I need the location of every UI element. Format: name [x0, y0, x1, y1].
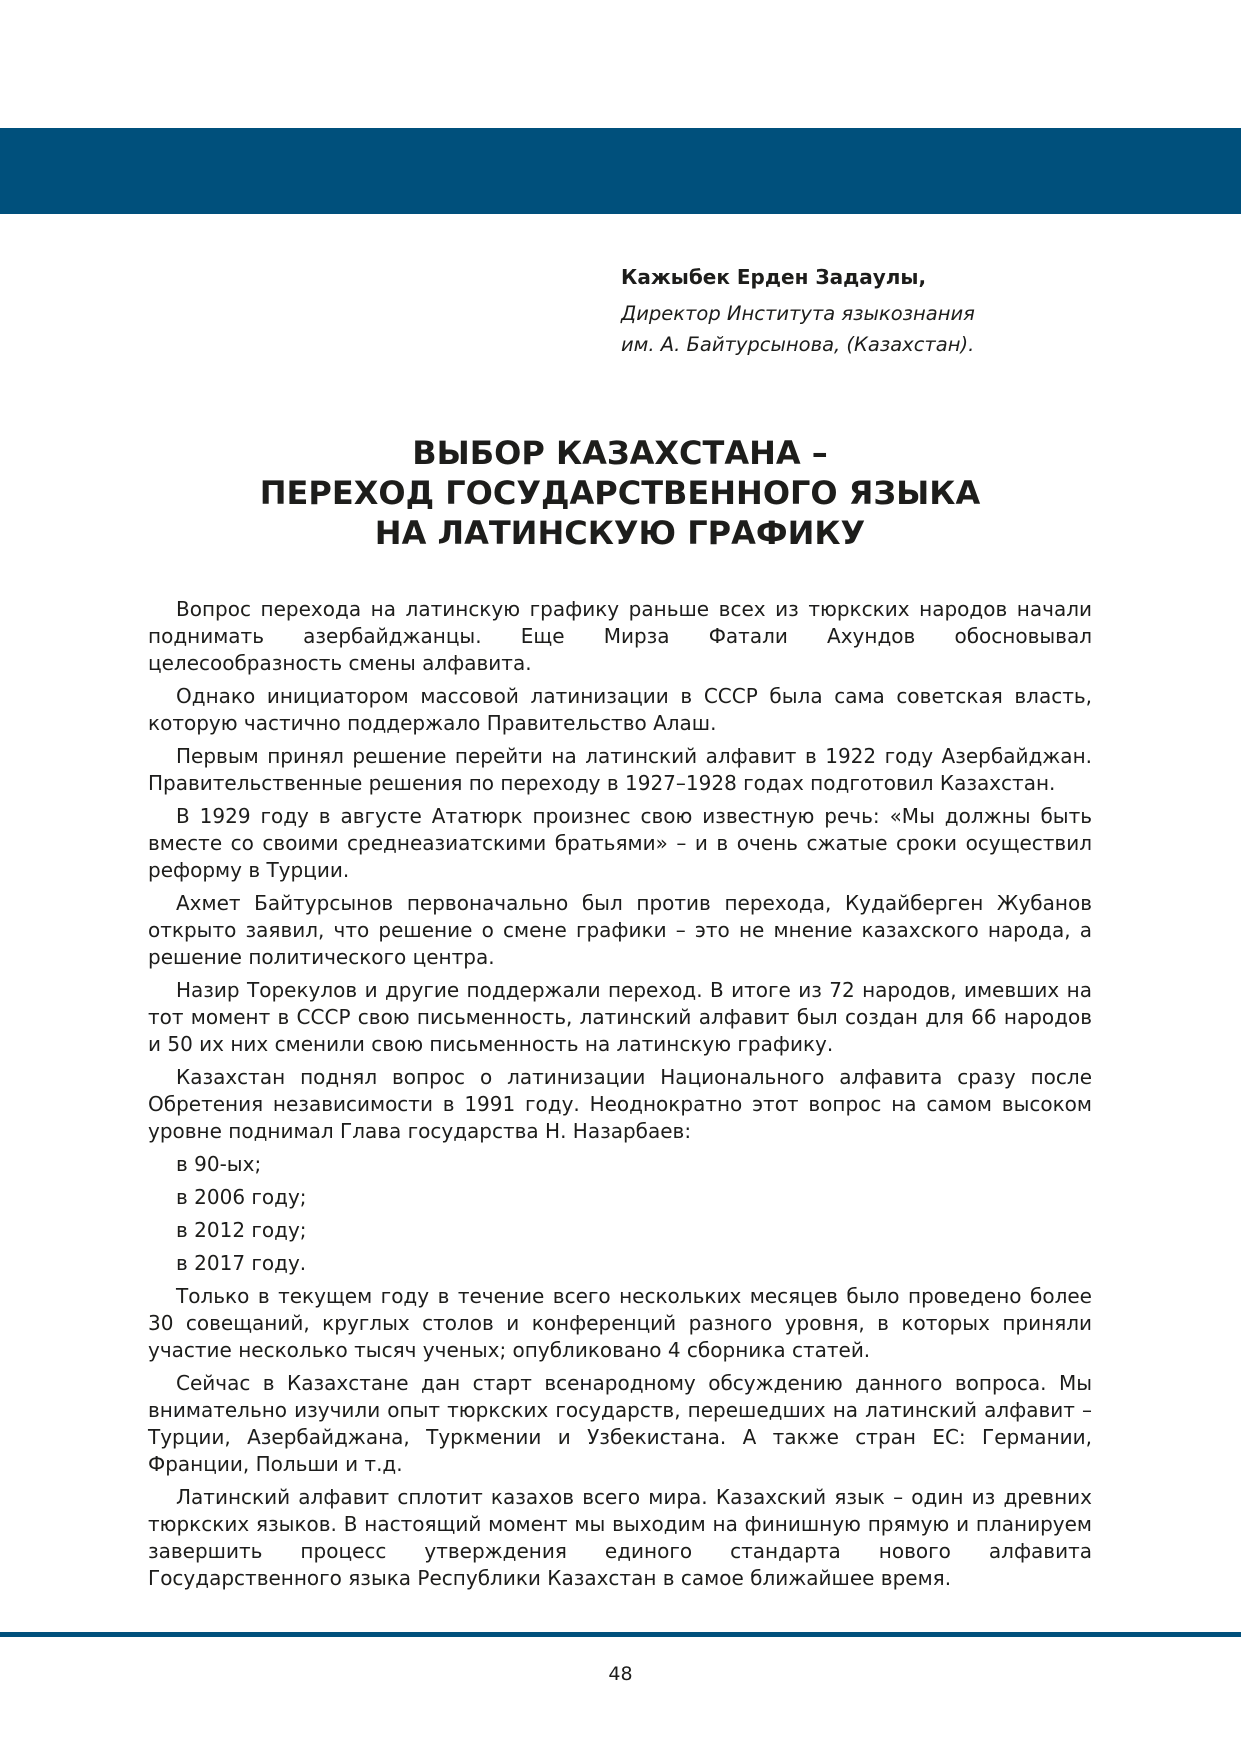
paragraph: Вопрос перехода на латинскую графику раньше всех из тюркских народов начали поднимать азербайджанцы. Еще Мирза Фатали Ахундов обосновывал целесообразность смены алфавита.	[148, 597, 1092, 675]
paragraph: Сейчас в Казахстане дан старт всенародному обсуждению данного вопроса. Мы внимательно изучили опыт тюркских государств, перешедших на латинский алфавит – Турции, Азербайджана, Туркмении и Узбекистана. А также стран ЕС: Германии, Франции, Польши и т.д.	[148, 1371, 1092, 1476]
paragraph: Первым принял решение перейти на латинский алфавит в 1922 году Азербайджан. Правительственные решения по переходу в 1927–1928 годах подготовил Казахстан.	[148, 744, 1092, 795]
paragraph: В 1929 году в августе Ататюрк произнес свою известную речь: «Мы должны быть вместе со своими среднеазиатскими братьями» – и в очень сжатые сроки осуществил реформу в Турции.	[148, 804, 1092, 882]
author-position-line1: Директор Института языкознания	[621, 302, 975, 325]
paragraph: Однако инициатором массовой латинизации в СССР была сама советская власть, которую частично поддержало Правительство Алаш.	[148, 684, 1092, 735]
paragraph: Казахстан поднял вопрос о латинизации Национального алфавита сразу после Обретения независимости в 1991 году. Неоднократно этот вопрос на самом высоком уровне поднимал Глава государства Н. Назарбаев:	[148, 1065, 1092, 1143]
author-name: Кажыбек Ерден Задаулы,	[621, 265, 927, 289]
title-line-1: ВЫБОР КАЗАХСТАНА –	[412, 434, 828, 472]
list-item: в 2006 году;	[176, 1185, 307, 1209]
paragraph: Назир Торекулов и другие поддержали переход. В итоге из 72 народов, имевших на тот момент в СССР свою письменность, латинский алфавит был создан для 66 народов и 50 их них сменили свою письменность на латинскую графику.	[148, 978, 1092, 1056]
article-title	[148, 433, 1092, 553]
header-band	[0, 128, 1241, 214]
paragraph: Латинский алфавит сплотит казахов всего мира. Казахский язык – один из древних тюркских языков. В настоящий момент мы выходим на финишную прямую и планируем завершить процесс утверждения единого стандарта нового алфавита Государственного языка Республики Казахстан в самое ближайшее время.	[148, 1485, 1092, 1590]
paragraph: Ахмет Байтурсынов первоначально был против перехода, Кудайберген Жубанов открыто заявил, что решение о смене графики – это не мнение казахского народа, а решение политического центра.	[148, 891, 1092, 969]
author-position-line2: им. А. Байтурсынова, (Казахстан).	[621, 333, 975, 356]
page-number: 48	[608, 1663, 633, 1685]
paragraph: Только в текущем году в течение всего нескольких месяцев было проведено более 30 совещаний, круглых столов и конференций разного уровня, в которых приняли участие несколько тысяч ученых; опубликовано 4 сборника статей.	[148, 1284, 1092, 1362]
title-line-2: ПЕРЕХОД ГОСУДАРСТВЕННОГО ЯЗЫКА	[259, 474, 981, 512]
article-body	[148, 596, 1092, 1598]
title-line-3: НА ЛАТИНСКУЮ ГРАФИКУ	[374, 514, 866, 552]
author-block	[621, 262, 1181, 360]
list-item: в 2012 году;	[176, 1218, 307, 1242]
list-item: в 2017 году.	[176, 1251, 307, 1275]
footer-rule	[0, 1632, 1241, 1637]
list-item: в 90-ых;	[176, 1152, 262, 1176]
